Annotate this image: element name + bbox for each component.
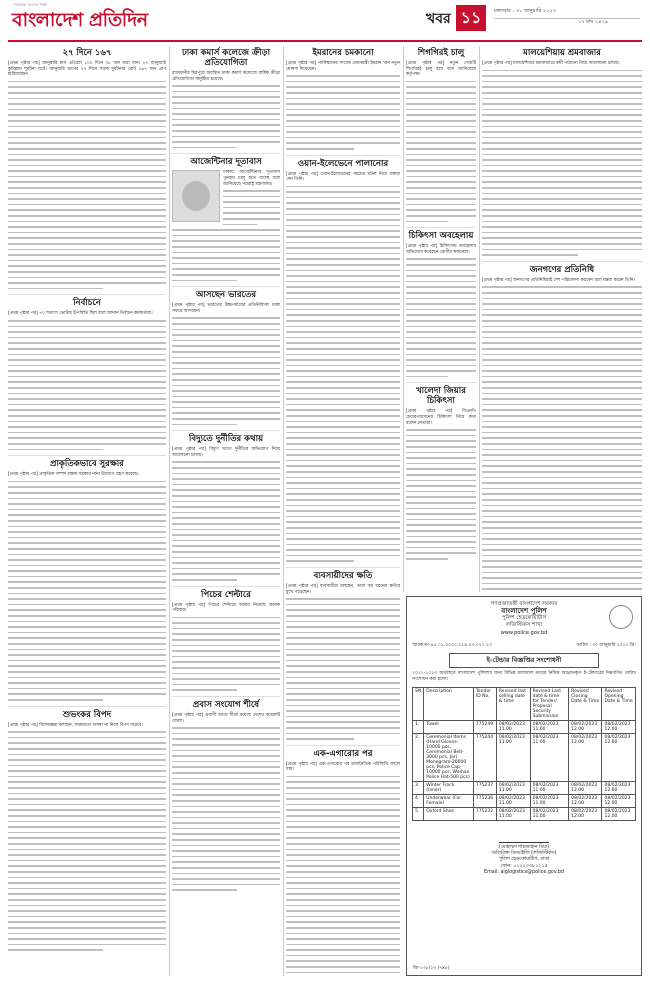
article-lead: ঢাকায় আর্জেন্টিনার দূতাবাস পুনরায় চালু হতে যাচ্ছে বলে জানিয়েছে পররাষ্ট্র মন্ত্রণালয়।	[223, 170, 280, 187]
table-cell: 775236	[473, 795, 496, 808]
column-2	[172, 46, 280, 976]
body-text-line	[172, 887, 237, 893]
headline: খালেদা জিয়ার চিকিৎসা	[416, 386, 466, 407]
table-cell: 08/02/2023 12.00	[602, 721, 636, 734]
table-cell: 08/02/2023 12.00	[602, 782, 636, 795]
table-cell: 08/02/2023 12.00	[569, 721, 602, 734]
body-text-line	[482, 252, 578, 258]
signature-block	[412, 831, 636, 876]
headline: পিচের শেল্টারে	[201, 589, 251, 600]
police-emblem-icon	[609, 605, 633, 629]
table-header: Description	[424, 688, 474, 721]
table-cell: 3.	[413, 782, 424, 795]
table-cell: 08/02/2023 11.00	[530, 734, 569, 782]
article-lead: [প্রথম পৃষ্ঠার পর] নতুন সেবাটি শিগগিরই চালু হবে বলে জানিয়েছে কর্তৃপক্ষ।	[406, 61, 476, 78]
article-lead: [প্রথম পৃষ্ঠার পর] জনগণের প্রতিনিধিরাই দেশ পরিচালনা করবেন বলে মন্তব্য করেন তিনি।	[482, 277, 635, 283]
headline: বিদ্যুতে দুর্নীতির কথায়	[188, 434, 264, 445]
table-row	[413, 721, 636, 734]
issue-date: মঙ্গলবার : ৩১ জানুয়ারি ২০২৩	[494, 8, 640, 19]
body-text-line	[172, 577, 237, 583]
signer-office: পুলিশ হেডকোয়ার্টার্স, ঢাকা	[498, 857, 550, 863]
masthead	[8, 4, 642, 38]
headline: শিগগিরই চালু	[417, 48, 465, 58]
article-lead: [প্রথম পৃষ্ঠার পর] পিচের শেল্টারে আশ্রয় নিয়েছে অনেক পরিবার।	[172, 602, 280, 614]
notice-body: ২০২২-২০২৩ অর্থবছরে বাংলাদেশ পুলিশের জন্য বিভিন্ন মালামাল ক্রয়ের নিমিত্ত আহ্বানকৃত ই-টেন্ডারের নিম্নবর্ণিত তারিখ সংশোধন করা হলো।	[412, 671, 636, 682]
dept-name: লজিস্টিকস শাখা	[505, 622, 543, 628]
headline: ব্যবসায়ীদের ক্ষতি	[313, 571, 373, 582]
table-row	[413, 734, 636, 782]
logo-tagline: সবসময় সত্যের পক্ষে	[14, 2, 47, 7]
body-text-line	[286, 975, 400, 976]
article-lead: [প্রথম পৃষ্ঠার পর] মালয়েশিয়ার শ্রমবাজারে কর্মী পাঠানো নিয়ে আলোচনা চলছে।	[482, 61, 620, 66]
table-cell: 1.	[413, 721, 424, 734]
article-lead: [প্রথম পৃষ্ঠার পর] প্রাকৃতিক সম্পদ রক্ষায় সরকার নানা উদ্যোগ গ্রহণ করেছে।	[8, 472, 139, 478]
notice-title: ই-টেন্ডার বিজ্ঞপ্তির সংশোধনী	[449, 653, 599, 668]
issue-date-bangla: ১৭ মাঘ ১৪২৯	[578, 19, 608, 25]
table-cell: 08/02/2023 11.00	[530, 808, 569, 821]
body-text-line	[8, 697, 103, 703]
body-text-line	[172, 278, 237, 284]
headline: চিকিৎসা অবহেলায়	[408, 231, 474, 242]
headline: এক-এগারোর পর	[313, 748, 373, 759]
signature	[499, 831, 549, 843]
table-cell: 08/02/2023 11.00	[530, 721, 569, 734]
section-name: খবর	[426, 11, 451, 27]
news-photo	[172, 170, 220, 222]
table-cell: 08/02/2023 12.00	[569, 782, 602, 795]
table-cell: 08/02/2023 12.00	[602, 795, 636, 808]
table-cell: Oxford Shoe	[424, 808, 474, 821]
column-4	[406, 46, 476, 592]
headline: মালয়েশিয়ায় শ্রমবাজার	[523, 48, 601, 58]
headline: প্রাকৃতিকভাবে সুরক্ষার	[50, 459, 124, 470]
masthead-rule	[8, 40, 642, 42]
article-lead: [প্রথম পৃষ্ঠার পর] ৭০ শতাংশ ভোটার উপস্থিতি ছিল বলে জানান নির্বাচন কর্মকর্তারা।	[8, 311, 153, 317]
column-3	[286, 46, 400, 976]
table-header: Revised last selling date & time	[496, 688, 530, 721]
body-text-line	[286, 736, 354, 742]
headline: আসছেন ভারতের	[195, 290, 257, 301]
table-cell: Ceremonial Items (Hand Gloves-10000 pcs, Ceremonial Belt-3000 pcs, Jari Monogram-20000 pcs, Police Cap-10000 pcs, Woman Police Hat-500 pcs)	[424, 734, 474, 782]
page-number: ১১	[456, 5, 486, 31]
table-cell: 08/02/2023 12.00	[569, 734, 602, 782]
headline: ২৭ দিনে ১৬৭	[62, 48, 112, 58]
article-lead: [প্রথম পৃষ্ঠার পর] ওয়ান-ইলেভেনের সময়ের ঘটনা নিয়ে বক্তব্য দেন তিনি।	[286, 171, 400, 183]
headline: ঢাকা কমার্স কলেজে ক্রীড়া প্রতিযোগিতা	[181, 48, 271, 68]
headline: ওয়ান-ইলেভেনে পালানোর	[297, 158, 389, 169]
headline: আজেন্টিনার দূতাবাস	[190, 157, 262, 168]
table-cell: Towel	[424, 721, 474, 734]
table-header: Revised Opening Date & Time	[602, 688, 636, 721]
body-text-line	[8, 286, 103, 292]
memo-number: স্মারক নং-৪৪.০১.০০০০.০১৯.০৭.০২২.২৩	[412, 643, 492, 648]
signer-title: অতিরিক্ত ডিআইজি (লজিস্টিকস)	[491, 851, 557, 857]
article-lead: [প্রথম পৃষ্ঠার পর] জানুয়ারি মাস এপ্রিলে ১০০ দিনে ৩৮ জন মারা যান। ২৭ জানুয়ারি কুমিল্লায় দুর্ঘটনা ঘটে। জানুয়ারি মাসের ২৭ দিনে সড়ক দুর্ঘটনায় মোট ১৬৭ জন প্রাণ হারিয়েছেন।	[8, 61, 166, 78]
article-lead: [প্রথম পৃষ্ঠার পর] বিএনপি চেয়ারপারসনের চিকিৎসা নিয়ে কথা বলেন নেতারা।	[406, 409, 476, 426]
body-text-line	[8, 447, 103, 453]
office-name: পুলিশ হেডকোয়ার্টার্স	[501, 615, 547, 621]
signer-name: (মোহাম্মদ শাহজাহান মিয়া)	[498, 845, 550, 850]
body-text-line	[286, 558, 354, 564]
table-cell: 08/02/2023 11.00	[530, 782, 569, 795]
table-header: Tender ID No.	[473, 688, 496, 721]
table-row	[413, 808, 636, 821]
article-lead: [প্রথম পৃষ্ঠার পর] এক-এগারোর পর রাজনৈতিক পরিস্থিতি বদলে যায়।	[286, 761, 400, 773]
tender-notice	[406, 596, 642, 976]
newspaper-logo: বাংলাদেশ প্রতিদিন	[12, 9, 148, 31]
body-text-line	[406, 556, 448, 562]
table-header: Revised Closing Date & Time	[569, 688, 602, 721]
table-cell: 08/02/2023 12.00	[602, 734, 636, 782]
table-row	[413, 795, 636, 808]
body-text-line	[8, 947, 103, 953]
table-cell: 08/02/2023 11.00	[496, 808, 530, 821]
headline: জনগণের প্রতিনিধি	[529, 264, 595, 275]
body-text-line	[406, 219, 448, 225]
memo-date: তারিখ : ৩০ জানুয়ারি ২০২৩ খ্রি:	[576, 643, 636, 648]
table-cell: 08/02/2023 11.00	[496, 795, 530, 808]
tender-table	[412, 687, 636, 821]
article-lead: [প্রথম পৃষ্ঠার পর] ব্যবসায়ীরা বলছেন, তারা বড় ধরনের ক্ষতির মুখে পড়েছেন।	[286, 584, 400, 595]
article-lead: [প্রথম পৃষ্ঠার পর] পাকিস্তানের সাবেক প্রধানমন্ত্রী ইমরান খান নতুন ঘোষণা দিয়েছেন।	[286, 61, 400, 72]
article-lead: [প্রথম পৃষ্ঠার পর] প্রবাসী আয়ে শীর্ষে রয়েছে দেশের কয়েকটি জেলা।	[172, 713, 280, 724]
headline: শুভংকর বিপদ	[62, 709, 112, 720]
body-text-line	[286, 146, 354, 152]
body-text-line	[172, 687, 237, 693]
table-row	[413, 782, 636, 795]
org-website: www.police.gov.bd	[500, 630, 548, 636]
article-lead: [প্রথম পৃষ্ঠার পর] ভারতের উচ্চপর্যায়ের প্রতিনিধিদল ঢাকা সফরে আসছেন।	[172, 303, 280, 314]
table-cell: 08/02/2023 12.00	[569, 795, 602, 808]
table-cell: 08/02/2023 11.00	[530, 795, 569, 808]
article-lead: [প্রথম পৃষ্ঠার পর] চিকিৎসায় অবহেলার অভিযোগ করেছেন রোগীর স্বজনেরা।	[406, 244, 476, 255]
table-cell: 775237	[473, 782, 496, 795]
article-lead: রাজধানীর মিরপুরে অবস্থিত ঢাকা কমার্স কলেজে বার্ষিক ক্রীড়া প্রতিযোগিতা অনুষ্ঠিত হয়েছে।	[172, 71, 280, 82]
table-cell: 08/02/2023 11.00	[496, 782, 530, 795]
table-cell: 775244	[473, 734, 496, 782]
table-cell: Underwear (For Female)	[424, 795, 474, 808]
table-cell: 08/02/2023 12.00	[569, 808, 602, 821]
column-1	[8, 46, 166, 976]
headline: প্রবাস সংযোগ শীর্ষে	[192, 700, 260, 710]
table-cell: 775249	[473, 721, 496, 734]
table-cell: 4.	[413, 795, 424, 808]
table-cell: 08/02/2023 11.00	[496, 734, 530, 782]
signer-email: Email: aiglogistics@police.gov.bd	[484, 869, 564, 875]
headline: ইমরানের চমকানো	[312, 48, 374, 58]
table-cell: 775232	[473, 808, 496, 821]
article-lead: [প্রথম পৃষ্ঠার পর] বিদ্যুৎ খাতে দুর্নীতির অভিযোগ নিয়ে আলোচনা চলছে।	[172, 447, 280, 458]
table-header: SN	[413, 688, 424, 721]
headline: নির্বাচনে	[73, 298, 101, 309]
body-text-line	[406, 374, 448, 380]
table-cell: 08/02/2023 12.00	[602, 808, 636, 821]
table-cell: Winter Frock (Inner)	[424, 782, 474, 795]
body-text-line	[172, 145, 237, 151]
article-lead: [প্রথম পৃষ্ঠার পর] বিশেষজ্ঞরা বলছেন, সময়মতো ব্যবস্থা না নিলে বিপদ বাড়বে।	[8, 722, 143, 728]
table-header: Revised Last date & time for Tender/ Proposal Security Submission	[530, 688, 569, 721]
org-name: বাংলাদেশ পুলিশ	[501, 607, 547, 615]
govt-name: গণপ্রজাতন্ত্রী বাংলাদেশ সরকার	[490, 601, 558, 607]
table-cell: 5.	[413, 808, 424, 821]
table-cell: 2.	[413, 734, 424, 782]
table-cell: 08/02/2023 11.00	[496, 721, 530, 734]
signer-phone: ফোন: ০২২২৩৩৮১২১৫	[500, 863, 548, 869]
column-5	[482, 46, 642, 592]
ad-code: জি-১৩৮/২৩ (৭x৫)	[413, 966, 450, 971]
body-text-line	[172, 422, 237, 428]
